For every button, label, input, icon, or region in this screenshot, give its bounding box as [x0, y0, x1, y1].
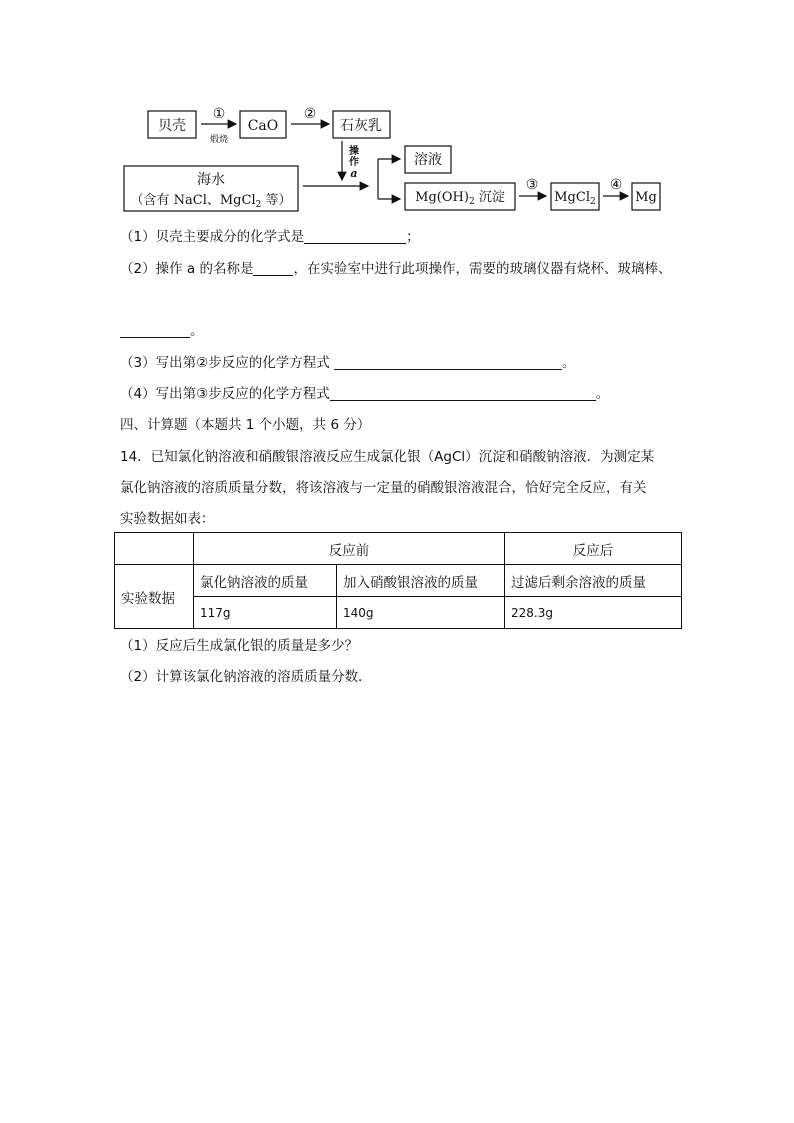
operation-char-1: 操 [349, 146, 359, 157]
q13-part3-text: （3）写出第②步反应的化学方程式 [120, 355, 330, 371]
row-label: 实验数据 [115, 565, 194, 629]
cao-label: CaO [247, 118, 279, 134]
table-row [115, 565, 682, 597]
seawater-label-2: （含有 NaCl、MgCl$_2$ 等） [130, 193, 292, 210]
q13-part4-end: 。 [595, 386, 610, 402]
q13-part2 [120, 260, 671, 278]
q13-part2-end: 。 [190, 323, 204, 339]
calcine-label: 煅烧 [209, 135, 229, 145]
mgcl2-label: MgCl$_2$ [554, 190, 596, 207]
q14-sub1: （1）反应后生成氯化银的质量是多少？ [120, 638, 359, 654]
q14-sub2: （2）计算该氯化钠溶液的溶质质量分数． [120, 669, 372, 685]
mg-label: Mg [635, 190, 657, 205]
answer-blank[interactable] [330, 386, 596, 401]
q13-part4-text: （4）写出第③步反应的化学方程式 [120, 386, 330, 402]
experiment-data-table [114, 532, 682, 629]
col3-header: 过滤后剩余溶液的质量 [505, 565, 682, 597]
q13-part1-end: ； [406, 229, 420, 245]
q14-line1: 14．已知氯化钠溶液和硝酸银溶液反应生成氯化银（AgCl）沉淀和硝酸钠溶液．为测定某 [120, 449, 655, 465]
col1-header: 氯化钠溶液的质量 [194, 565, 337, 597]
q13-part3-end: 。 [562, 355, 576, 371]
table-row [115, 597, 682, 629]
value-filtrate-mass: 228.3g [505, 597, 682, 629]
answer-blank[interactable] [120, 323, 190, 338]
shell-label: 贝壳 [158, 118, 186, 134]
operation-char-3: a [350, 167, 358, 180]
col2-header: 加入硝酸银溶液的质量 [337, 565, 505, 597]
step2-label: ② [303, 106, 317, 122]
operation-char-2: 作 [349, 157, 359, 168]
q14-line3: 实验数据如表： [120, 511, 215, 527]
mgoh2-label: $Mg(OH)_2$ 沉淀 [415, 190, 505, 207]
q13-part4 [120, 385, 609, 403]
answer-blank[interactable] [304, 229, 406, 244]
lime-milk-label: 石灰乳 [340, 118, 382, 134]
after-header: 反应后 [505, 533, 682, 565]
seawater-label-1: 海水 [197, 172, 225, 188]
value-nacl-mass: 117g [194, 597, 337, 629]
step1-label: ① [212, 106, 226, 122]
table-row [115, 533, 682, 565]
q13-part1-text: （1）贝壳主要成分的化学式是 [120, 229, 305, 245]
value-agno3-mass: 140g [337, 597, 505, 629]
q13-part2-continued [120, 322, 204, 340]
solution-label: 溶液 [414, 152, 442, 168]
q13-part2-rest: ，在实验室中进行此项操作，需要的玻璃仪器有烧杯、玻璃棒、 [293, 261, 672, 277]
answer-blank[interactable] [334, 355, 562, 370]
step3-label: ③ [525, 177, 539, 193]
magnesium-extraction-flowchart [0, 0, 794, 230]
answer-blank[interactable] [253, 261, 293, 276]
q13-part1 [120, 228, 420, 246]
q14-line2: 氯化钠溶液的溶质质量分数，将该溶液与一定量的硝酸银溶液混合，恰好完全反应，有关 [120, 480, 647, 496]
q13-part3 [120, 354, 576, 372]
table-corner-cell [115, 533, 194, 565]
section-heading: 四、计算题（本题共 1 个小题，共 6 分） [120, 417, 371, 433]
before-header: 反应前 [194, 533, 505, 565]
step4-label: ④ [609, 177, 623, 193]
q13-part2-text: （2）操作 a 的名称是 [120, 261, 254, 277]
